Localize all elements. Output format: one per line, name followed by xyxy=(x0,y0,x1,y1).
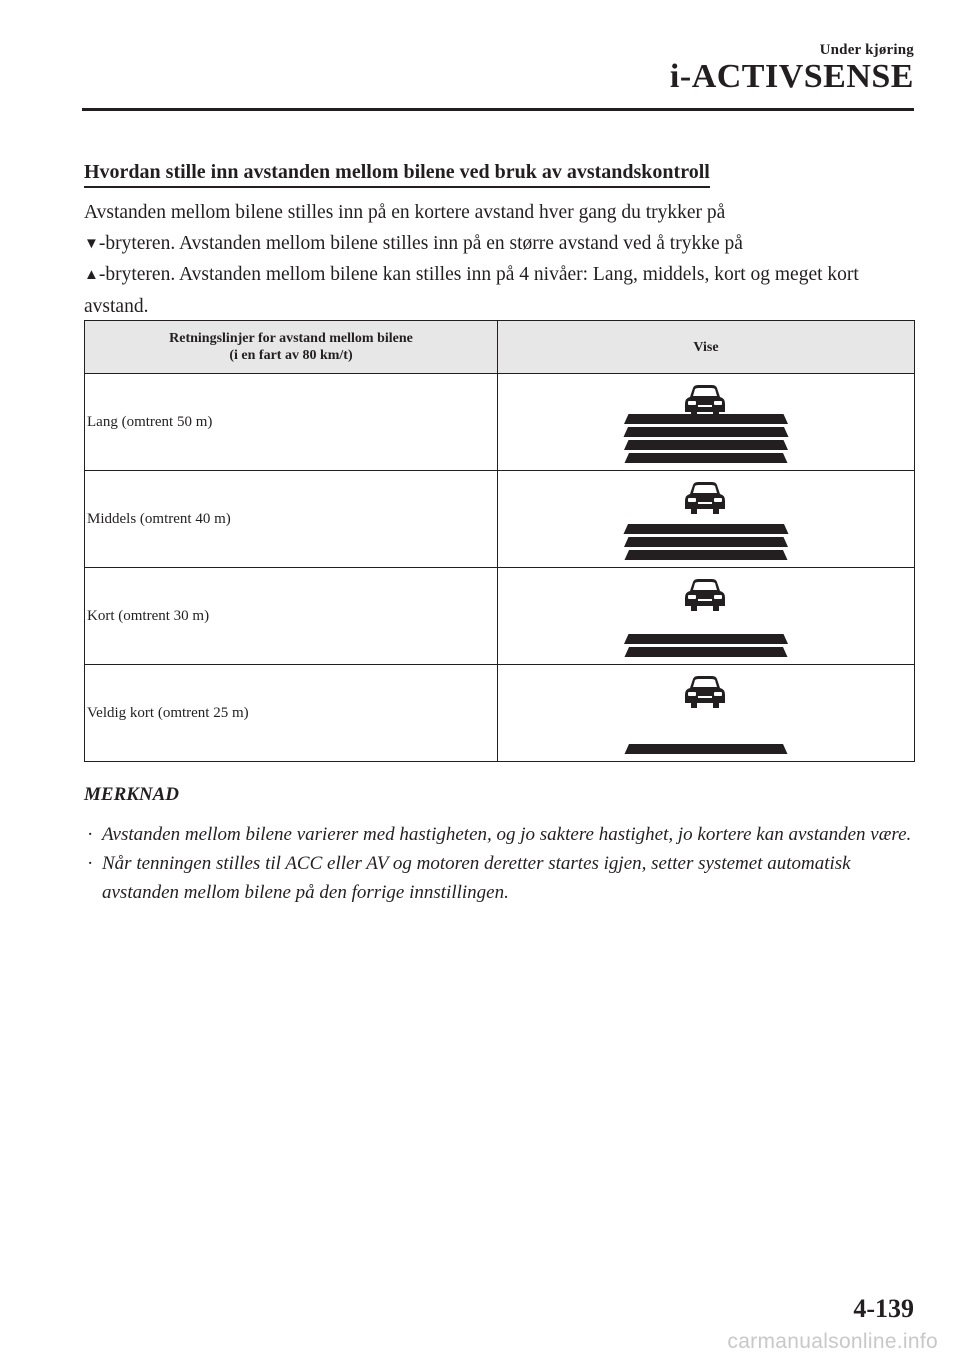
distance-bar xyxy=(624,537,788,547)
down-arrow-icon: ▼ xyxy=(84,235,99,252)
bullet-icon: · xyxy=(87,853,94,874)
watermark: carmanualsonline.info xyxy=(727,1330,938,1353)
table-row xyxy=(85,471,915,568)
page-number: 4-139 xyxy=(853,1294,914,1323)
guidelines-header-line2: (i en fart av 80 km/t) xyxy=(229,348,353,363)
distance-bar xyxy=(625,453,788,463)
section-title: i-ACTIVSENSE xyxy=(669,58,914,95)
section-heading: Hvordan stille inn avstanden mellom bilene ved bruk av avstandskontroll xyxy=(84,160,710,188)
table-header-row xyxy=(85,321,915,374)
intro-text-3: -bryteren. Avstanden mellom bilene kan stilles inn på 4 nivåer: Lang, middels, kort og meget kort avstand. xyxy=(84,264,859,317)
table-row xyxy=(85,374,915,471)
note-text: Avstanden mellom bilene varierer med hastigheten, og jo saktere hastighet, jo kortere kan avstanden være. xyxy=(102,824,912,845)
header-divider xyxy=(82,108,914,111)
distance-bar xyxy=(625,744,788,754)
bullet-icon: · xyxy=(87,824,94,845)
table-row xyxy=(85,568,915,665)
intro-text-1: Avstanden mellom bilene stilles inn på en kortere avstand hver gang du trykker på xyxy=(84,202,726,223)
distance-display xyxy=(498,374,915,471)
distance-bars-icon xyxy=(615,412,797,464)
distance-bar xyxy=(624,440,788,450)
distance-bar xyxy=(624,524,789,534)
distance-bars-icon xyxy=(615,703,797,755)
list-item xyxy=(84,820,914,849)
distance-bar xyxy=(624,427,789,437)
table-header-display: Vise xyxy=(498,321,915,374)
distance-bar xyxy=(624,414,788,424)
table-row xyxy=(85,665,915,762)
distance-display xyxy=(498,471,915,568)
table-header-guidelines xyxy=(85,321,498,374)
distance-bar xyxy=(624,634,788,644)
distance-bars-icon xyxy=(615,606,797,658)
intro-text-2: -bryteren. Avstanden mellom bilene stilles inn på en større avstand ved å trykke på xyxy=(98,232,743,254)
note-text: Når tenningen stilles til ACC eller AV og motoren deretter startes igjen, setter systemet automatisk avstanden mellom bilene på den forrige innstillingen. xyxy=(102,853,851,903)
intro-paragraph xyxy=(84,198,894,322)
distance-bar xyxy=(625,550,788,560)
distance-label: Veldig kort (omtrent 25 m) xyxy=(85,665,498,762)
note-title: MERKNAD xyxy=(84,784,180,805)
distance-bar xyxy=(625,647,788,657)
distance-bars-icon xyxy=(615,509,797,561)
guidelines-header-line1: Retningslinjer for avstand mellom bilene xyxy=(169,331,413,346)
list-item xyxy=(84,849,914,907)
distance-table xyxy=(84,320,915,762)
chapter-title: Under kjøring xyxy=(819,42,914,58)
distance-label: Middels (omtrent 40 m) xyxy=(85,471,498,568)
distance-display xyxy=(498,568,915,665)
distance-display xyxy=(498,665,915,762)
distance-label: Kort (omtrent 30 m) xyxy=(85,568,498,665)
up-arrow-icon: ▲ xyxy=(84,267,99,283)
distance-label: Lang (omtrent 50 m) xyxy=(85,374,498,471)
note-list xyxy=(84,820,914,907)
